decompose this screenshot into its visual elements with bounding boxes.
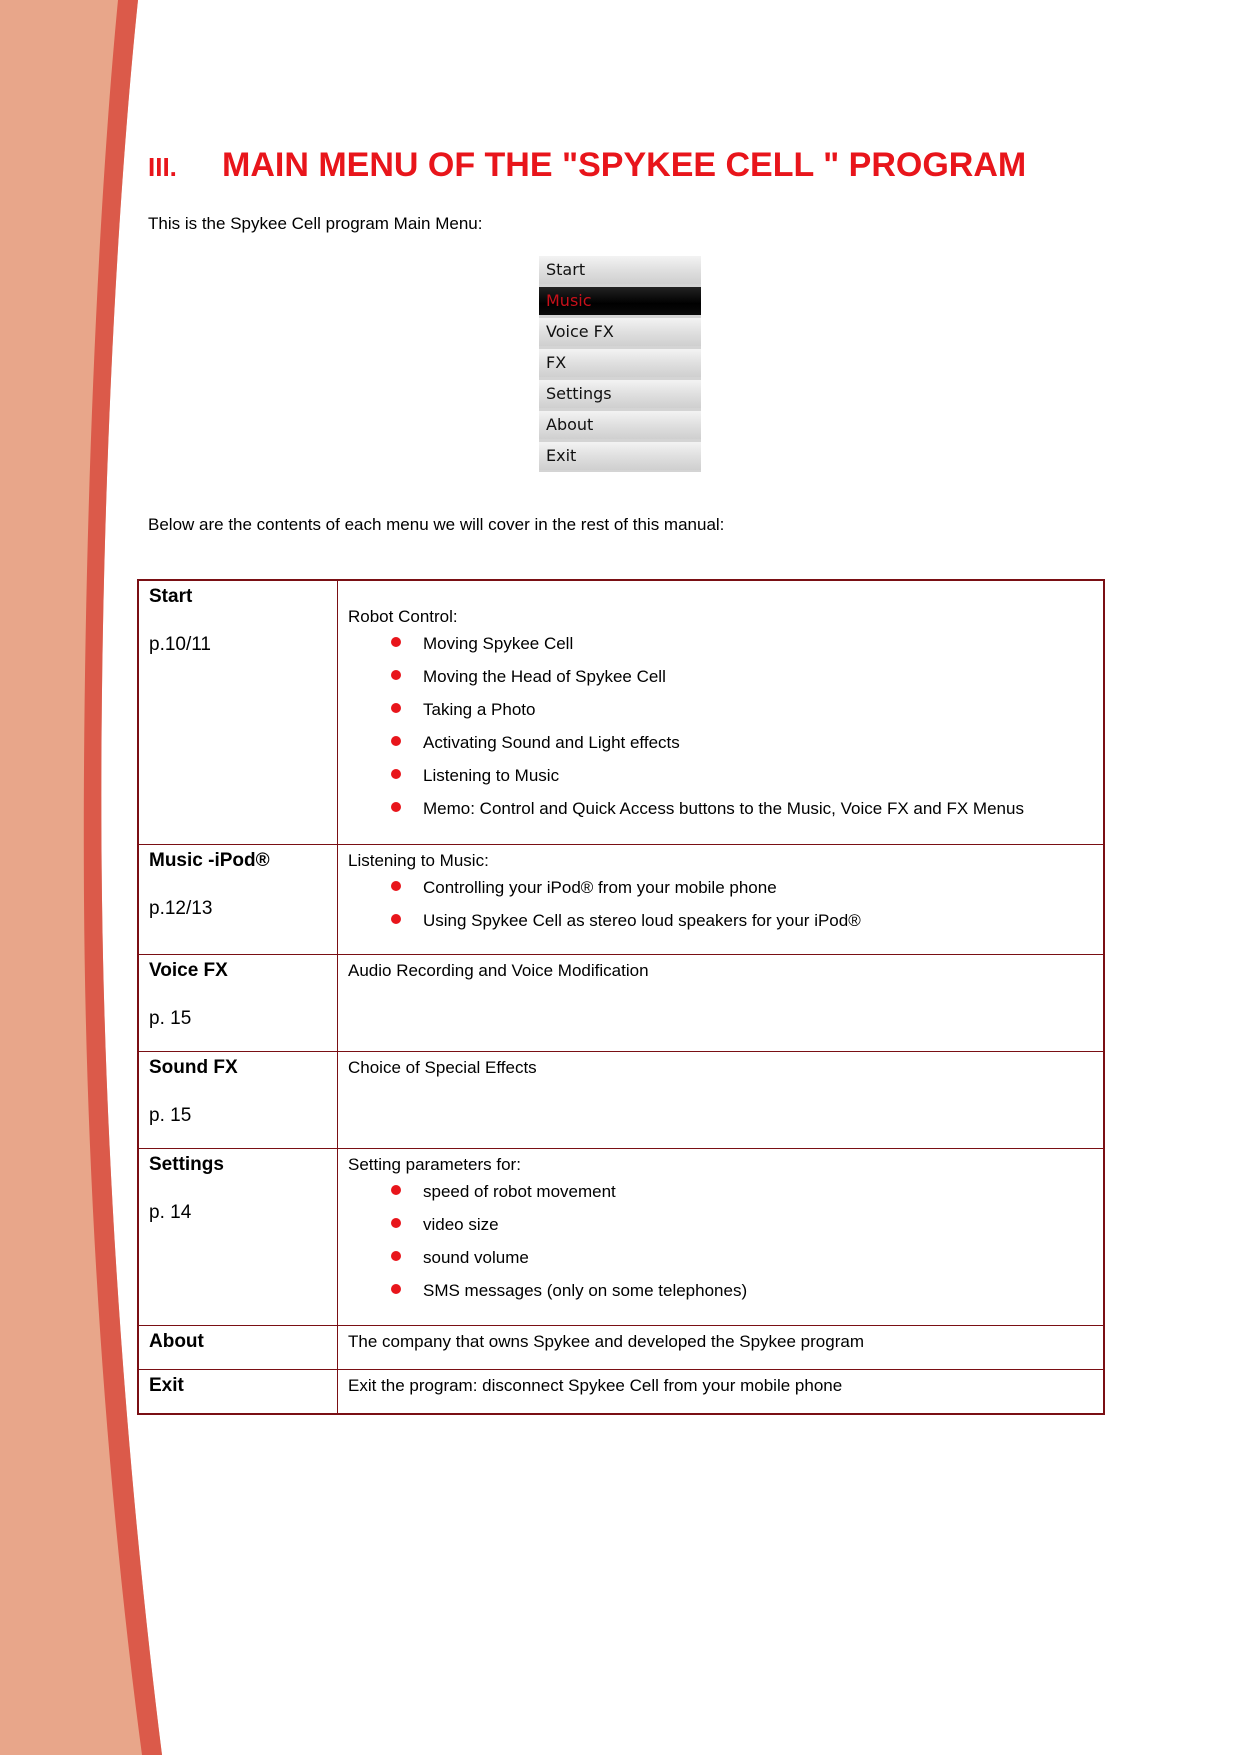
bullet-icon (391, 881, 401, 891)
row-description-cell (338, 1051, 1105, 1148)
bullet-icon (391, 703, 401, 713)
list-item: SMS messages (only on some telephones) (348, 1280, 1093, 1302)
row-description-cell (338, 1148, 1105, 1325)
table-row (138, 1325, 1104, 1369)
page-reference: p.12/13 (149, 897, 213, 919)
menu-item-settings[interactable]: Settings (539, 380, 701, 408)
section-number: III. (148, 152, 177, 182)
bullet-list (348, 1181, 1093, 1302)
list-item: Moving Spykee Cell (348, 633, 1093, 655)
row-label-cell (138, 954, 338, 1051)
page-reference: p. 15 (149, 1104, 192, 1126)
description-heading: Exit the program: disconnect Spykee Cell from your mobile phone (348, 1375, 843, 1395)
row-label-cell (138, 580, 338, 844)
menu-contents-table (137, 579, 1105, 1415)
list-item: video size (348, 1214, 1093, 1236)
list-item: sound volume (348, 1247, 1093, 1269)
description-heading: Setting parameters for: (348, 1154, 521, 1174)
menu-name: Voice FX (149, 959, 228, 981)
page-reference: p. 14 (149, 1201, 192, 1223)
row-description-cell (338, 580, 1105, 844)
table-row (138, 844, 1104, 954)
list-item: Activating Sound and Light effects (348, 732, 1093, 754)
bullet-icon (391, 914, 401, 924)
table-row (138, 580, 1104, 844)
description-heading: The company that owns Spykee and developed the Spykee program (348, 1331, 864, 1351)
list-item: Moving the Head of Spykee Cell (348, 666, 1093, 688)
bullet-icon (391, 736, 401, 746)
menu-name: Settings (149, 1153, 224, 1175)
row-description-cell (338, 1325, 1105, 1369)
row-label-cell (138, 1369, 338, 1414)
list-item: Using Spykee Cell as stereo loud speakers for your iPod® (348, 910, 1093, 932)
menu-name: Music -iPod® (149, 849, 270, 871)
description-heading: Listening to Music: (348, 850, 489, 870)
menu-item-voice-fx[interactable]: Voice FX (539, 318, 701, 346)
table-row (138, 1051, 1104, 1148)
row-description-cell (338, 1369, 1105, 1414)
row-label-cell (138, 844, 338, 954)
bullet-icon (391, 1218, 401, 1228)
bullet-icon (391, 1185, 401, 1195)
list-item: speed of robot movement (348, 1181, 1093, 1203)
menu-name: Sound FX (149, 1056, 238, 1078)
table-row (138, 954, 1104, 1051)
menu-item-fx[interactable]: FX (539, 349, 701, 377)
menu-item-about[interactable]: About (539, 411, 701, 439)
menu-name: Start (149, 586, 193, 607)
bullet-list (348, 877, 1093, 932)
main-menu-screenshot (539, 256, 701, 472)
table-row (138, 1148, 1104, 1325)
row-label-cell (138, 1148, 338, 1325)
row-description-cell (338, 844, 1105, 954)
menu-item-exit[interactable]: Exit (539, 442, 701, 470)
menu-name: About (149, 1330, 204, 1352)
section-heading (148, 146, 1148, 185)
bullet-icon (391, 637, 401, 647)
menu-item-start[interactable]: Start (539, 256, 701, 284)
list-item: Taking a Photo (348, 699, 1093, 721)
contents-intro-paragraph: Below are the contents of each menu we will cover in the rest of this manual: (148, 515, 725, 534)
list-item: Controlling your iPod® from your mobile phone (348, 877, 1093, 899)
description-heading: Choice of Special Effects (348, 1057, 537, 1077)
bullet-icon (391, 670, 401, 680)
section-title: MAIN MENU OF THE "SPYKEE CELL " PROGRAM (222, 146, 1027, 184)
row-label-cell (138, 1051, 338, 1148)
description-heading: Audio Recording and Voice Modification (348, 960, 649, 980)
page-reference: p.10/11 (149, 634, 211, 655)
row-label-cell (138, 1325, 338, 1369)
bullet-icon (391, 1251, 401, 1261)
description-heading: Robot Control: (348, 607, 458, 626)
bullet-icon (391, 1284, 401, 1294)
table-row (138, 1369, 1104, 1414)
intro-paragraph: This is the Spykee Cell program Main Menu: (148, 214, 483, 233)
bullet-icon (391, 802, 401, 812)
bullet-list (348, 633, 1093, 820)
page-reference: p. 15 (149, 1007, 192, 1029)
bullet-icon (391, 769, 401, 779)
menu-item-music[interactable]: Music (539, 287, 701, 315)
row-description-cell (338, 954, 1105, 1051)
menu-name: Exit (149, 1374, 184, 1396)
list-item: Memo: Control and Quick Access buttons to the Music, Voice FX and FX Menus (348, 798, 1093, 820)
list-item: Listening to Music (348, 765, 1093, 787)
